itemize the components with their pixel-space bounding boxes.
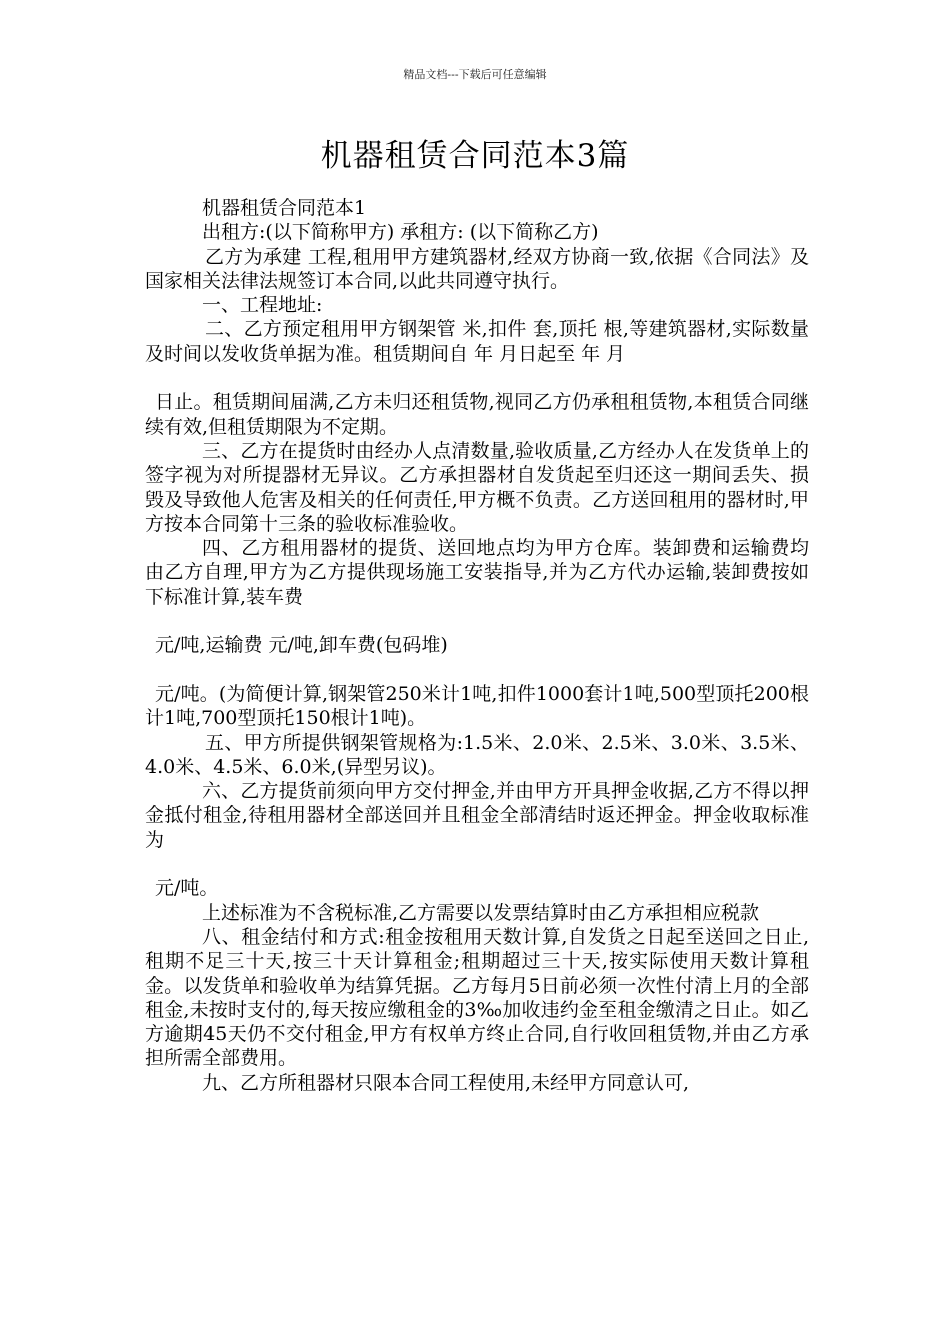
- paragraph: 日止。租赁期间届满,乙方未归还租赁物,视同乙方仍承租租赁物,本租赁合同继续有效,但租赁期限为不定期。: [145, 391, 809, 438]
- document-title: 机器租赁合同范本3篇: [320, 138, 630, 174]
- blank-line: [145, 366, 809, 390]
- paragraph: 乙方为承建 工程,租用甲方建筑器材,经双方协商一致,依据《合同法》及国家相关法律法规签订本合同,以此共同遵守执行。: [145, 245, 809, 292]
- paragraph: 二、乙方预定租用甲方钢架管 米,扣件 套,顶托 根,等建筑器材,实际数量及时间以发收货单据为准。租赁期间自 年 月日起至 年 月: [145, 318, 809, 365]
- paragraph: 六、乙方提货前须向甲方交付押金,并由甲方开具押金收据,乙方不得以押金抵付租金,待租用器材全部送回并且租金全部清结时返还押金。押金收取标准为: [145, 780, 809, 851]
- paragraph: 元/吨。: [155, 877, 219, 900]
- paragraph: 一、工程地址:: [202, 294, 323, 317]
- paragraph: 五、甲方所提供钢架管规格为:1.5米、2.0米、2.5米、3.0米、3.5米、4.0米、4.5米、6.0米,(异型另议)。: [145, 731, 809, 778]
- paragraph: 元/吨,运输费 元/吨,卸车费(包码堆): [155, 634, 448, 657]
- header-note: 精品文档---下载后可任意编辑: [403, 68, 547, 81]
- paragraph: 九、乙方所租器材只限本合同工程使用,未经甲方同意认可,: [202, 1071, 690, 1094]
- paragraph: 四、乙方租用器材的提货、送回地点均为甲方仓库。装卸费和运输费均由乙方自理,甲方为乙方提供现场施工安装指导,并为乙方代办运输,装卸费按如下标准计算,装车费: [145, 537, 809, 608]
- paragraph: 三、乙方在提货时由经办人点清数量,验收质量,乙方经办人在发货单上的签字视为对所提器材无异议。乙方承担器材自发货起至归还这一期间丢失、损毁及导致他人危害及相关的任何责任,甲方概不负责。乙方送回租用的器材时,甲方按本合同第十三条的验收标准验收。: [145, 439, 809, 535]
- blank-line: [145, 852, 809, 876]
- blank-line: [145, 609, 809, 633]
- paragraph: 上述标准为不含税标准,乙方需要以发票结算时由乙方承担相应税款: [202, 901, 760, 924]
- paragraph: 机器租赁合同范本1: [202, 197, 367, 219]
- paragraph: 元/吨。(为简便计算,钢架管250米计1吨,扣件1000套计1吨,500型顶托200根计1吨,700型顶托150根计1吨)。: [145, 682, 809, 730]
- paragraph: 八、租金结付和方式:租金按租用天数计算,自发货之日起至送回之日止,租期不足三十天,按三十天计算租金;租期超过三十天,按实际使用天数计算租金。以发货单和验收单为结算凭据。乙方每月5日前必须一次性付清上月的全部租金,未按时支付的,每天按应缴租金的3‰加收违约金至租金缴清之日止。如乙方逾期45天仍不交付租金,甲方有权单方终止合同,自行收回租赁物,并由乙方承担所需全部费用。: [145, 925, 809, 1070]
- paragraph: 出租方:(以下简称甲方) 承租方: (以下简称乙方): [202, 221, 599, 244]
- document-body: [145, 196, 809, 1095]
- blank-line: [145, 658, 809, 682]
